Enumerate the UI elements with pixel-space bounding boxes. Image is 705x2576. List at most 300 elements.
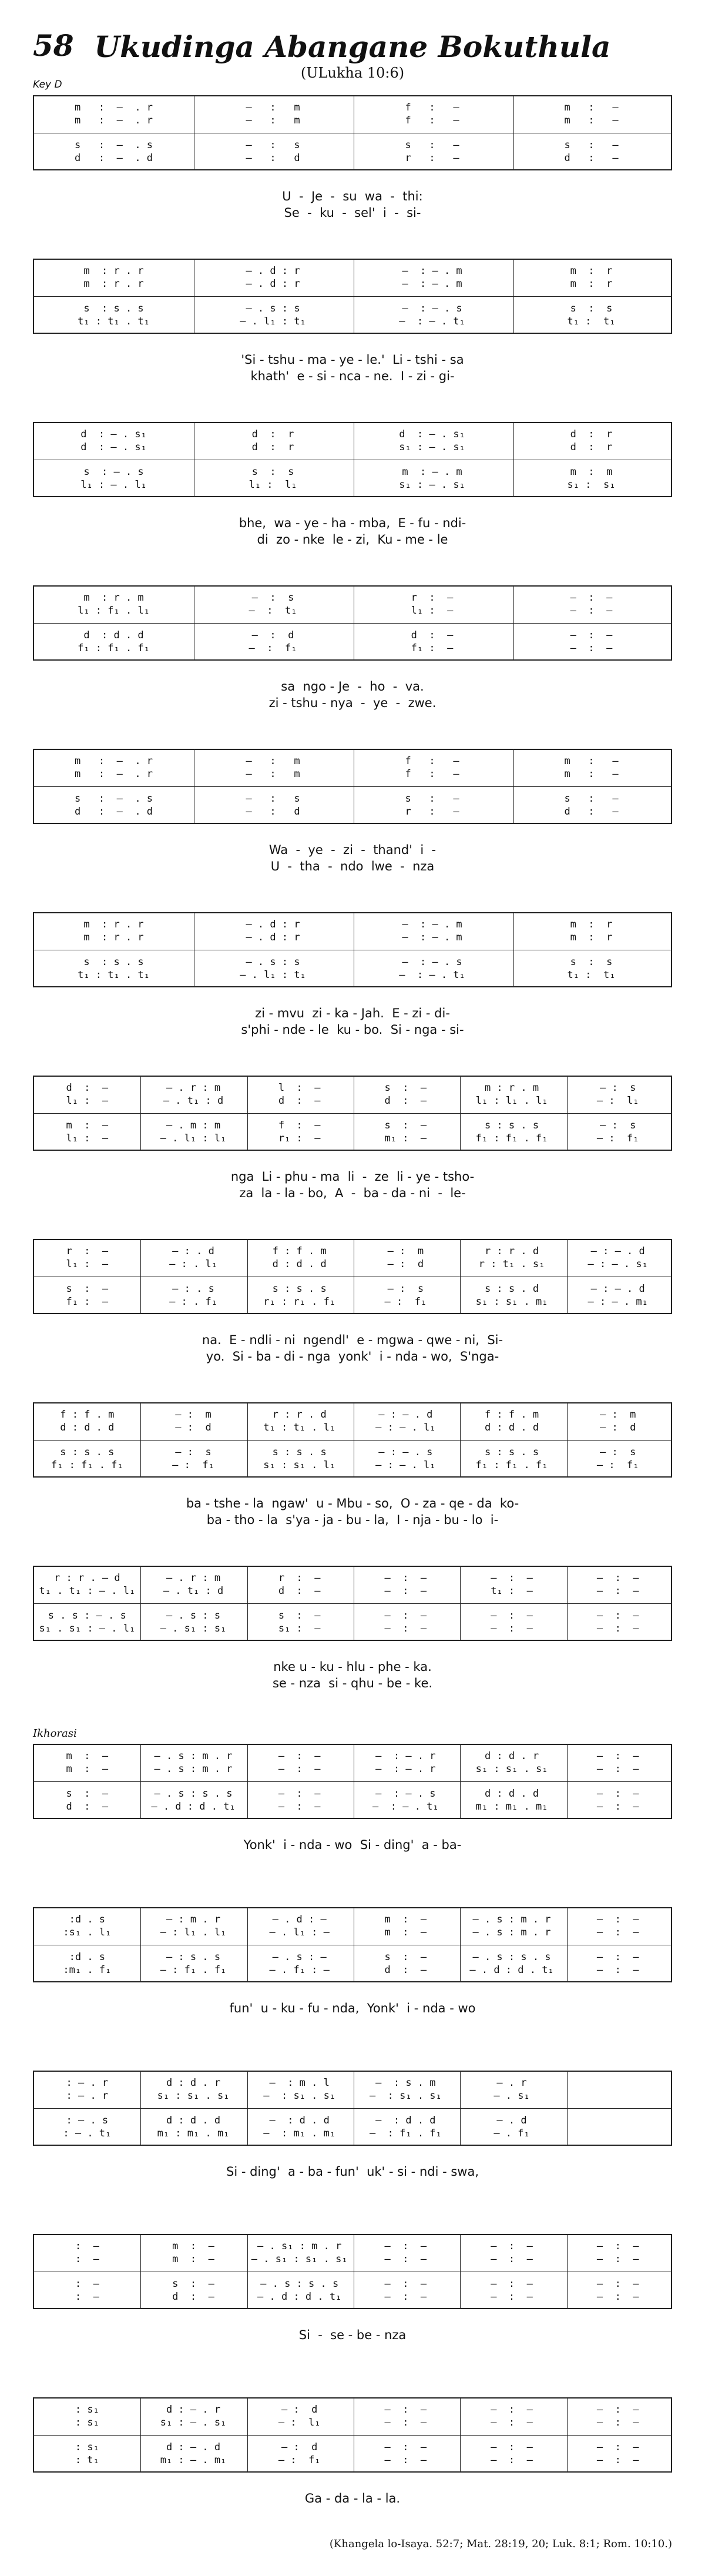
- solfa-measure: – . s : s: [166, 1610, 221, 1622]
- solfa-measure: — : l₁: [596, 1095, 639, 1107]
- solfa-measure: — : —: [384, 1610, 427, 1622]
- tonic-solfa-staff: [33, 1402, 672, 1478]
- solfa-measure: m₁ : m₁ . m₁: [475, 1801, 548, 1813]
- voice-divider: [34, 1440, 671, 1441]
- voice-row: [34, 1585, 671, 1597]
- solfa-measure: f : f . m: [484, 1409, 539, 1421]
- voice-row: [34, 755, 671, 768]
- solfa-measure: — : – . s: [402, 303, 462, 314]
- solfa-measure: m : —: [564, 102, 619, 113]
- solfa-measure: — : —: [596, 1750, 639, 1762]
- solfa-measure: f₁ : f₁ . f₁: [475, 1133, 548, 1144]
- solfa-measure: : – . t₁: [63, 2128, 112, 2139]
- tonic-solfa-staff: [33, 1076, 672, 1151]
- solfa-measure: m : —: [564, 768, 619, 780]
- solfa-measure: — : – . m: [402, 278, 462, 290]
- solfa-measure: l₁ : —: [411, 605, 454, 617]
- voice-row: [34, 2403, 671, 2416]
- voice-row: [34, 2076, 671, 2089]
- solfa-measure: d : —: [384, 1095, 427, 1107]
- solfa-measure: – . d : d . t₁: [257, 2291, 342, 2303]
- lyric-line: [33, 2165, 672, 2181]
- lyric-text: ba - tshe - la ngaw' u - Mbu - so, O - za - qe - da ko-: [186, 1496, 519, 1510]
- lyric-text: U - tha - ndo lwe - nza: [270, 859, 435, 873]
- music-system: [33, 585, 672, 710]
- solfa-measure: — : s: [599, 1446, 636, 1458]
- solfa-measure: — : s: [387, 1283, 424, 1295]
- lyric-text: za la - la - bo, A - ba - da - ni - le-: [239, 1186, 466, 1200]
- voice-row: [34, 478, 671, 491]
- solfa-measure: – . l₁ : —: [269, 1927, 330, 1938]
- solfa-measure: — : —: [491, 2278, 533, 2290]
- solfa-measure: s₁ . s₁ : – . l₁: [39, 1623, 136, 1634]
- music-system: [33, 259, 672, 383]
- voice-row: [34, 591, 671, 604]
- solfa-measure: s₁ : s₁ . m₁: [475, 1296, 548, 1308]
- solfa-measure: [565, 2089, 671, 2102]
- solfa-measure: — : —: [596, 1951, 639, 1963]
- solfa-measure: r : r . – d: [54, 1572, 120, 1584]
- solfa-measure: s : s . d: [484, 1283, 539, 1295]
- solfa-measure: — : s: [599, 1082, 636, 1094]
- key-signature: Key D: [33, 79, 62, 91]
- solfa-measure: t₁ : t₁ . t₁: [78, 969, 150, 981]
- solfa-measure: — : —: [384, 2404, 427, 2416]
- solfa-measure: — : m: [387, 1245, 424, 1257]
- solfa-measure: m : —: [172, 2253, 214, 2265]
- lyric-line: [33, 679, 672, 696]
- solfa-measure: m : —: [66, 1120, 109, 1131]
- solfa-measure: m : —: [384, 1914, 427, 1925]
- solfa-measure: — : – . d: [378, 1409, 433, 1421]
- lyric-line: [33, 843, 672, 859]
- voice-row: [34, 1763, 671, 1776]
- lyric-text: Si - se - be - nza: [298, 2328, 407, 2342]
- solfa-measure: — : —: [384, 2240, 427, 2252]
- voice-row: [34, 1609, 671, 1622]
- solfa-measure: — : – . d: [590, 1245, 645, 1257]
- solfa-measure: : —: [75, 2278, 99, 2290]
- lyric-line: [33, 189, 672, 206]
- music-system: [33, 1239, 672, 1364]
- lyric-line: [33, 1170, 672, 1186]
- solfa-measure: — : . d: [172, 1245, 214, 1257]
- music-system: [33, 749, 672, 873]
- voice-row: [34, 956, 671, 969]
- voice-row: [34, 931, 671, 944]
- solfa-measure: d : – . s₁: [80, 441, 147, 453]
- solfa-measure: f : —: [405, 768, 459, 780]
- solfa-measure: f : —: [405, 755, 459, 767]
- solfa-measure: — : – . t₁: [399, 969, 465, 981]
- lyric-line: [33, 1349, 672, 1366]
- solfa-measure: — : f₁ . f₁: [160, 1964, 227, 1976]
- solfa-measure: – . l₁ : t₁: [240, 316, 306, 327]
- solfa-measure: — : s: [246, 793, 300, 805]
- solfa-measure: — : —: [596, 1801, 639, 1813]
- voice-row: [34, 1258, 671, 1271]
- voice-divider: [34, 786, 671, 787]
- solfa-measure: m : – . r: [74, 102, 153, 113]
- lyric-text: khath' e - si - nca - ne. I - zi - gi-: [250, 369, 455, 383]
- solfa-measure: — : s: [246, 139, 300, 151]
- solfa-measure: f : —: [405, 115, 459, 126]
- solfa-measure: d : d . d: [166, 2115, 221, 2126]
- solfa-measure: — : s: [599, 1120, 636, 1131]
- solfa-measure: — : f₁: [384, 1296, 427, 1308]
- solfa-measure: f : —: [278, 1120, 321, 1131]
- solfa-measure: m : —: [66, 1750, 109, 1762]
- solfa-measure: — : —: [596, 2454, 639, 2466]
- solfa-measure: — : – . m: [402, 265, 462, 277]
- voice-row: [34, 1622, 671, 1635]
- solfa-measure: d : – . d: [166, 2441, 221, 2453]
- solfa-measure: — : —: [491, 1572, 533, 1584]
- voice-row: [34, 114, 671, 127]
- lyric-text: zi - tshu - nya - ye - zwe.: [268, 696, 437, 710]
- lyric-line: [33, 1513, 672, 1529]
- solfa-measure: s : —: [384, 1951, 427, 1963]
- solfa-measure: — : d: [387, 1258, 424, 1270]
- solfa-measure: d : – . s₁: [80, 428, 147, 440]
- solfa-measure: — : – . m: [402, 919, 462, 930]
- solfa-measure: f₁ : f₁ . f₁: [51, 1459, 123, 1471]
- lyric-line: [33, 1333, 672, 1349]
- solfa-measure: — : f₁: [278, 2454, 321, 2466]
- solfa-measure: — : f₁: [596, 1459, 639, 1471]
- voice-row: [34, 1750, 671, 1763]
- solfa-measure: — : d: [246, 806, 300, 818]
- solfa-measure: t₁ : t₁: [567, 969, 616, 981]
- solfa-measure: s₁ : – . s₁: [160, 2417, 227, 2428]
- solfa-measure: s : – . s: [74, 793, 153, 805]
- voice-row: [34, 1132, 671, 1145]
- solfa-measure: m : r: [570, 265, 613, 277]
- solfa-measure: d : —: [66, 1801, 109, 1813]
- solfa-measure: r : r . d: [272, 1409, 327, 1421]
- solfa-measure: — : m: [246, 768, 300, 780]
- voice-row: [34, 1119, 671, 1132]
- tonic-solfa-staff: [33, 585, 672, 661]
- solfa-measure: — : —: [491, 2441, 533, 2453]
- voice-divider: [34, 2108, 671, 2109]
- solfa-measure: m : r: [570, 919, 613, 930]
- solfa-measure: — : – . s: [402, 956, 462, 968]
- solfa-measure: s : —: [405, 793, 459, 805]
- solfa-measure: t₁ : t₁: [567, 316, 616, 327]
- solfa-measure: s₁ : s₁ . s₁: [157, 2090, 230, 2102]
- voice-row: [34, 2089, 671, 2102]
- voice-divider: [34, 623, 671, 624]
- solfa-measure: d : r: [251, 428, 294, 440]
- voice-row: [34, 1951, 671, 1964]
- solfa-measure: — : s: [251, 592, 294, 604]
- solfa-measure: — : d: [281, 2441, 318, 2453]
- solfa-measure: m : r . m: [83, 592, 144, 604]
- solfa-measure: — : —: [596, 1914, 639, 1925]
- solfa-measure: s : —: [384, 1120, 427, 1131]
- solfa-measure: — : —: [570, 642, 613, 654]
- solfa-measure: – . s : m . r: [472, 1927, 551, 1938]
- lyric-text: 'Si - tshu - ma - ye - le.' Li - tshi - sa: [241, 353, 464, 367]
- solfa-measure: m : —: [564, 115, 619, 126]
- solfa-measure: m : r . r: [83, 265, 144, 277]
- solfa-measure: s : s . s: [272, 1446, 327, 1458]
- solfa-measure: – . s : s . s: [154, 1788, 233, 1800]
- voice-row: [34, 1295, 671, 1308]
- solfa-measure: — : m₁ . m₁: [263, 2128, 336, 2139]
- voice-divider: [34, 296, 671, 297]
- solfa-measure: — : d: [251, 629, 294, 641]
- solfa-measure: f₁ : f₁ . f₁: [475, 1459, 548, 1471]
- solfa-measure: — : – . r: [375, 1750, 436, 1762]
- solfa-measure: s : s . s: [484, 1446, 539, 1458]
- solfa-measure: – . t₁ : d: [163, 1585, 224, 1597]
- tonic-solfa-staff: [33, 2234, 672, 2309]
- solfa-measure: d : d . d: [83, 629, 144, 641]
- tonic-solfa-staff: [33, 95, 672, 170]
- voice-row: [34, 2454, 671, 2467]
- solfa-measure: : t₁: [75, 2454, 99, 2466]
- solfa-measure: – . l₁ : t₁: [240, 969, 306, 981]
- solfa-measure: – . s : m . r: [154, 1750, 233, 1762]
- voice-row: [34, 1446, 671, 1459]
- solfa-measure: — : m: [175, 1409, 212, 1421]
- solfa-measure: d : d . d: [272, 1258, 327, 1270]
- solfa-measure: s : —: [405, 139, 459, 151]
- hymn-title: Ukudinga Abangane Bokuthula: [94, 29, 611, 64]
- solfa-measure: — : —: [491, 1610, 533, 1622]
- solfa-measure: — : —: [596, 2417, 639, 2428]
- solfa-measure: — : —: [491, 1623, 533, 1634]
- lyric-line: [33, 1660, 672, 1676]
- solfa-measure: — : —: [384, 2454, 427, 2466]
- solfa-measure: [565, 2076, 671, 2089]
- solfa-measure: — : f₁: [596, 1133, 639, 1144]
- solfa-measure: : – . r: [66, 2077, 109, 2089]
- solfa-measure: r : r . d: [484, 1245, 539, 1257]
- solfa-measure: — : —: [384, 2278, 427, 2290]
- solfa-measure: t₁ : t₁ . l₁: [263, 1422, 336, 1433]
- voice-row: [34, 139, 671, 152]
- solfa-measure: — : —: [384, 2441, 427, 2453]
- lyric-text: Se - ku - sel' i - si-: [284, 206, 421, 220]
- solfa-measure: — : —: [491, 2240, 533, 2252]
- solfa-measure: f₁ : —: [411, 642, 454, 654]
- solfa-measure: — : l₁: [278, 2417, 321, 2428]
- solfa-measure: m₁ : m₁ . m₁: [157, 2128, 230, 2139]
- music-system: [33, 422, 672, 547]
- tonic-solfa-staff: [33, 259, 672, 334]
- solfa-measure: – . s : —: [272, 1951, 327, 1963]
- solfa-measure: :d . s: [69, 1951, 106, 1963]
- solfa-measure: s : s . s: [83, 303, 144, 314]
- solfa-measure: — : —: [384, 1572, 427, 1584]
- solfa-measure: : – . r: [66, 2090, 109, 2102]
- voice-row: [34, 101, 671, 114]
- solfa-measure: : —: [75, 2291, 99, 2303]
- solfa-measure: — : —: [596, 2253, 639, 2265]
- voice-row: [34, 152, 671, 165]
- solfa-measure: – . r: [496, 2077, 527, 2089]
- solfa-measure: m : – . m: [402, 466, 462, 478]
- solfa-measure: — : – . t₁: [399, 316, 465, 327]
- voice-row: [34, 1408, 671, 1421]
- solfa-measure: – . f₁: [494, 2128, 530, 2139]
- lyric-line: [33, 353, 672, 369]
- lyric-text: bhe, wa - ye - ha - mba, E - fu - ndi-: [239, 516, 466, 530]
- solfa-measure: — : —: [278, 1801, 321, 1813]
- solfa-measure: — : m: [246, 115, 300, 126]
- solfa-measure: d : d . r: [166, 2077, 221, 2089]
- voice-row: [34, 2277, 671, 2290]
- voice-row: [34, 1913, 671, 1926]
- music-system: [33, 1907, 672, 2015]
- voice-row: [34, 1572, 671, 1585]
- solfa-measure: s : —: [278, 1610, 321, 1622]
- solfa-measure: m : —: [172, 2240, 214, 2252]
- voice-divider: [34, 1781, 671, 1782]
- voice-divider: [34, 2435, 671, 2436]
- tonic-solfa-staff: [33, 912, 672, 987]
- solfa-measure: – . s : s . s: [472, 1951, 551, 1963]
- music-system: [33, 1744, 672, 1852]
- solfa-measure: l₁ : – . l₁: [80, 479, 147, 491]
- lyric-text: fun' u - ku - fu - nda, Yonk' i - nda - wo: [229, 2001, 476, 2015]
- voice-row: [34, 2441, 671, 2454]
- voice-row: [34, 1926, 671, 1939]
- scripture-reference: (ULukha 10:6): [300, 65, 405, 81]
- lyric-line: [33, 859, 672, 876]
- solfa-measure: — : —: [384, 1623, 427, 1634]
- solfa-measure: — : —: [596, 2441, 639, 2453]
- solfa-measure: s : —: [564, 139, 619, 151]
- solfa-measure: – . r : m: [166, 1082, 221, 1094]
- solfa-measure: s . s : – . s: [48, 1610, 126, 1622]
- solfa-measure: – . s : s . s: [260, 2278, 339, 2290]
- music-system: [33, 1076, 672, 1200]
- chorus-label: Ikhorasi: [33, 1727, 77, 1740]
- lyric-line: [33, 1186, 672, 1202]
- solfa-measure: — : – . s: [375, 1788, 436, 1800]
- solfa-measure: s : —: [66, 1283, 109, 1295]
- music-system: [33, 1566, 672, 1690]
- lyric-text: nke u - ku - hlu - phe - ka.: [273, 1660, 432, 1674]
- solfa-measure: — : d: [281, 2404, 318, 2416]
- solfa-measure: – . d: [496, 2115, 527, 2126]
- solfa-measure: — : m . r: [166, 1914, 221, 1925]
- solfa-measure: — : – . s: [378, 1446, 433, 1458]
- solfa-measure: — : m: [599, 1409, 636, 1421]
- solfa-measure: d : —: [172, 2291, 214, 2303]
- solfa-measure: :d . s: [69, 1914, 106, 1925]
- voice-row: [34, 2290, 671, 2303]
- solfa-measure: — : l₁ . l₁: [160, 1927, 227, 1938]
- solfa-measure: m : —: [564, 755, 619, 767]
- solfa-measure: — : d . d: [375, 2115, 436, 2126]
- solfa-measure: – . f₁ : —: [269, 1964, 330, 1976]
- lyric-line: [33, 1496, 672, 1513]
- solfa-measure: : – . s: [66, 2115, 109, 2126]
- solfa-measure: m₁ : – . m₁: [160, 2454, 227, 2466]
- tonic-solfa-staff: [33, 2071, 672, 2146]
- solfa-measure: — : —: [491, 2454, 533, 2466]
- solfa-measure: — : . l₁: [169, 1258, 217, 1270]
- lyric-text: yo. Si - ba - di - nga yonk' i - nda - wo, S'nga-: [206, 1349, 499, 1364]
- voice-row: [34, 2127, 671, 2140]
- tonic-solfa-staff: [33, 1566, 672, 1641]
- solfa-measure: — : . f₁: [169, 1296, 217, 1308]
- solfa-measure: s : – . s: [83, 466, 144, 478]
- voice-row: [34, 969, 671, 982]
- solfa-measure: f : f . m: [60, 1409, 115, 1421]
- solfa-measure: s₁ : —: [278, 1623, 321, 1634]
- solfa-measure: — : f₁ . f₁: [369, 2128, 442, 2139]
- lyric-line: [33, 1838, 672, 1854]
- voice-row: [34, 1081, 671, 1094]
- solfa-measure: s₁ : s₁ . l₁: [263, 1459, 336, 1471]
- tonic-solfa-staff: [33, 1744, 672, 1819]
- solfa-measure: r : t₁ . s₁: [478, 1258, 545, 1270]
- voice-row: [34, 1421, 671, 1434]
- solfa-measure: m : r . r: [83, 278, 144, 290]
- solfa-measure: t₁ : —: [491, 1585, 533, 1597]
- solfa-measure: m : m: [570, 466, 613, 478]
- solfa-measure: — : —: [491, 2291, 533, 2303]
- solfa-measure: — : s . m: [375, 2077, 436, 2089]
- solfa-measure: — : d: [599, 1422, 636, 1433]
- solfa-measure: — : – . l₁: [375, 1422, 436, 1433]
- solfa-measure: : —: [75, 2253, 99, 2265]
- music-system: [33, 2234, 672, 2342]
- voice-divider: [34, 1603, 671, 1604]
- music-system: [33, 95, 672, 220]
- lyric-text: se - nza si - qhu - be - ke.: [272, 1676, 433, 1690]
- solfa-measure: f : —: [405, 102, 459, 113]
- voice-divider: [34, 1113, 671, 1114]
- solfa-measure: l₁ : —: [66, 1133, 109, 1144]
- lyric-text: nga Li - phu - ma li - ze li - ye - tsho-: [230, 1170, 475, 1184]
- solfa-measure: – . d : r: [246, 919, 300, 930]
- solfa-measure: — : f₁: [249, 642, 297, 654]
- solfa-measure: s₁ : s₁: [567, 479, 616, 491]
- solfa-measure: — : —: [384, 2417, 427, 2428]
- solfa-measure: — : —: [570, 605, 613, 617]
- lyric-text: Yonk' i - nda - wo Si - ding' a - ba-: [243, 1838, 462, 1852]
- solfa-measure: d : —: [278, 1585, 321, 1597]
- voice-row: [34, 792, 671, 805]
- solfa-measure: m : r . r: [83, 932, 144, 943]
- solfa-measure: — : t₁: [249, 605, 297, 617]
- solfa-measure: — : – . m: [402, 932, 462, 943]
- solfa-measure: d : d . d: [484, 1788, 539, 1800]
- solfa-measure: — : s₁ . s₁: [263, 2090, 336, 2102]
- solfa-measure: s : s: [251, 466, 294, 478]
- solfa-measure: : s₁: [75, 2441, 99, 2453]
- solfa-measure: — : s . s: [166, 1951, 221, 1963]
- solfa-measure: m₁ : —: [384, 1133, 427, 1144]
- voice-row: [34, 441, 671, 454]
- solfa-measure: — : —: [596, 1927, 639, 1938]
- solfa-measure: — : – . l₁: [375, 1459, 436, 1471]
- music-system: [33, 2397, 672, 2505]
- solfa-measure: d : —: [278, 1095, 321, 1107]
- solfa-measure: m : r: [570, 932, 613, 943]
- solfa-measure: — : f₁: [172, 1459, 214, 1471]
- solfa-measure: — : m . l: [269, 2077, 330, 2089]
- solfa-measure: — : s: [175, 1446, 212, 1458]
- voice-row: [34, 2416, 671, 2429]
